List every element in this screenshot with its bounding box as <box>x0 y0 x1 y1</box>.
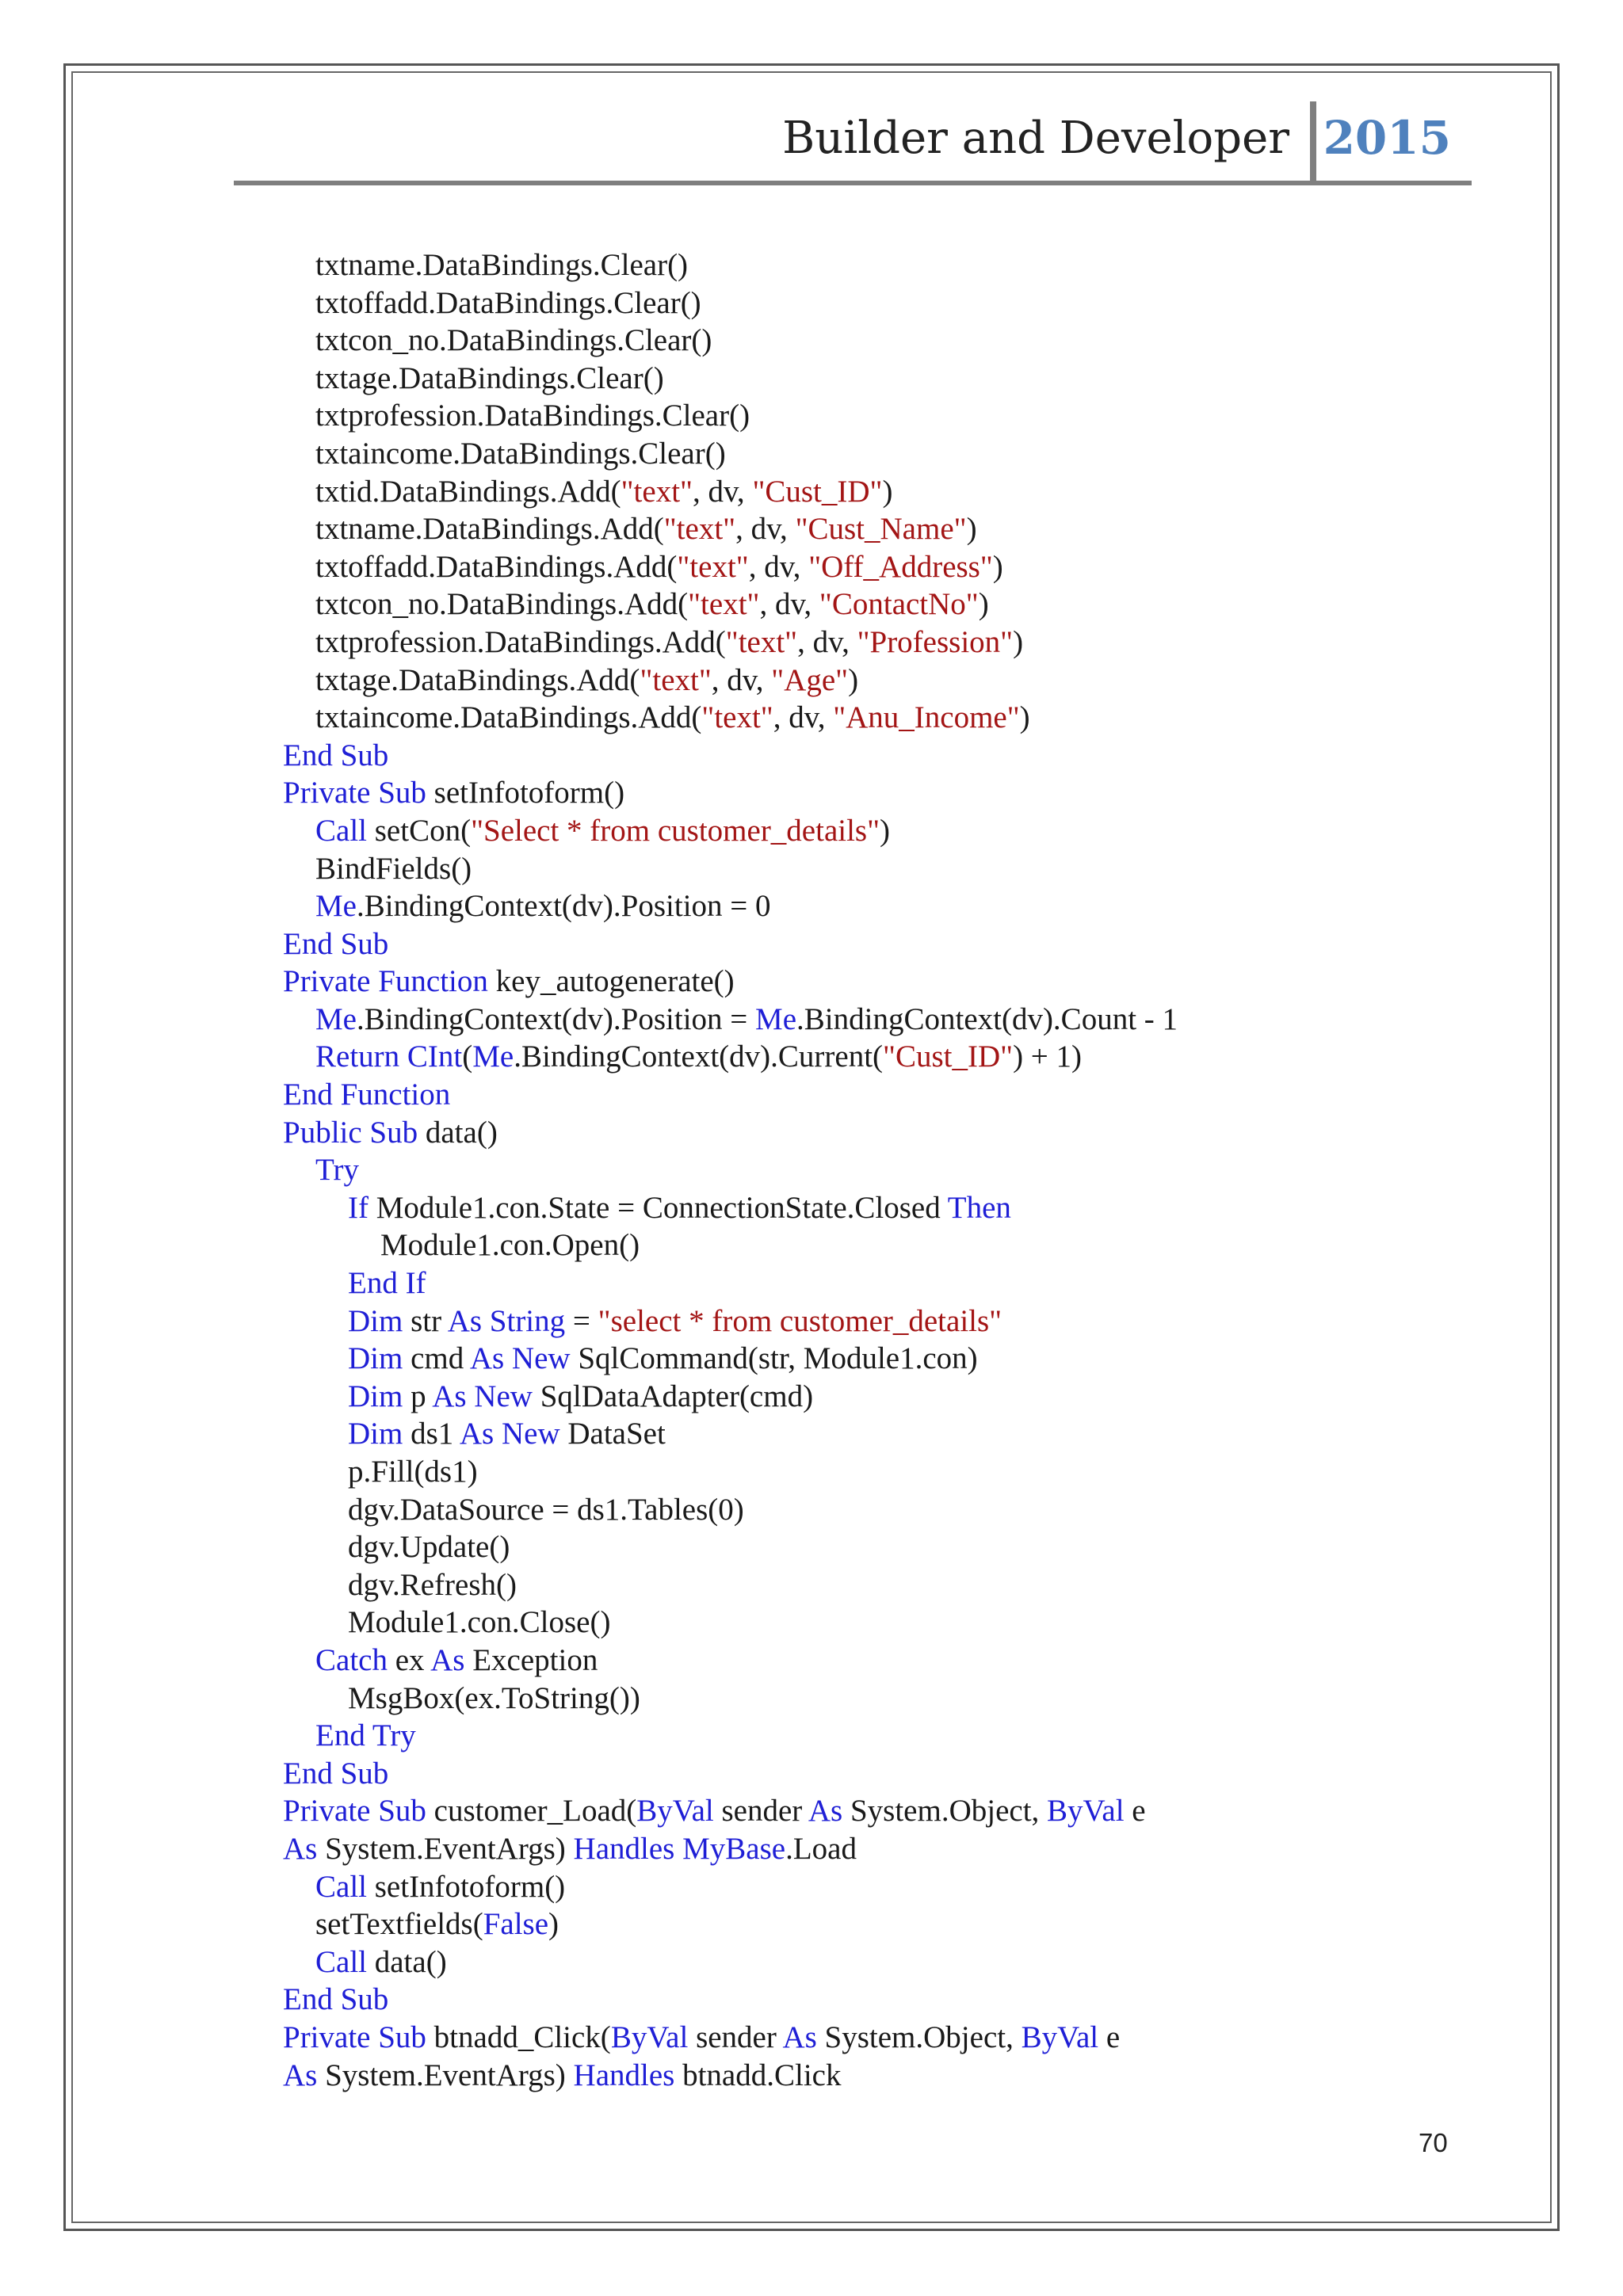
code-text: dgv.Update() <box>348 1530 510 1565</box>
code-text: SqlDataAdapter(cmd) <box>532 1379 814 1413</box>
code-line <box>283 585 1487 624</box>
code-text: .BindingContext(dv).Position = 0 <box>357 889 771 924</box>
code-text <box>674 1832 682 1866</box>
code-keyword: CInt <box>407 1039 463 1074</box>
code-line <box>283 2057 1487 2095</box>
code-text: txtprofession.DataBindings.Clear() <box>315 399 750 433</box>
code-text: dgv.Refresh() <box>348 1567 517 1602</box>
code-line <box>283 510 1487 548</box>
code-line <box>283 1189 1487 1227</box>
code-text: System.EventArgs) <box>317 1831 574 1866</box>
code-keyword: As <box>808 1794 843 1829</box>
code-keyword: ByVal <box>610 2019 689 2054</box>
code-line <box>283 624 1487 662</box>
code-text: , dv, <box>773 700 834 735</box>
code-text: ds1 <box>403 1417 460 1451</box>
code-text: Module1.con.State = ConnectionState.Closed <box>368 1190 948 1225</box>
code-text: txtoffadd.DataBindings.Add( <box>315 549 678 584</box>
code-text: , dv, <box>711 662 772 697</box>
code-string: "select * from customer_details" <box>598 1303 1002 1338</box>
code-text: System.EventArgs) <box>317 2058 574 2092</box>
code-line <box>283 1340 1487 1378</box>
code-line <box>283 435 1487 473</box>
code-line <box>283 322 1487 360</box>
code-keyword: False <box>483 1907 549 1942</box>
header-rule <box>234 181 1472 185</box>
code-text: , dv, <box>748 549 809 584</box>
code-string: "Cust_ID" <box>883 1039 1014 1074</box>
code-string: "Anu_Income" <box>833 700 1020 735</box>
code-text: data() <box>418 1115 498 1150</box>
code-text: Module1.con.Open() <box>380 1228 640 1263</box>
code-text: cmd <box>403 1341 470 1376</box>
code-text: txtcon_no.DataBindings.Clear() <box>315 323 712 358</box>
code-line <box>283 1943 1487 1981</box>
code-text: p.Fill(ds1) <box>348 1455 478 1489</box>
code-keyword: As <box>283 1831 318 1866</box>
header-title: Builder and Developer <box>782 113 1289 164</box>
code-line <box>283 1151 1487 1189</box>
code-line <box>283 360 1487 398</box>
code-line <box>283 1302 1487 1341</box>
code-text: setInfotoform() <box>426 776 625 810</box>
code-keyword: End Try <box>315 1718 416 1753</box>
code-line <box>283 284 1487 322</box>
code-text: BindFields() <box>315 851 472 886</box>
code-text: ) <box>978 587 989 622</box>
code-text: customer_Load( <box>426 1794 637 1829</box>
code-text: btnadd.Click <box>674 2058 842 2092</box>
code-line <box>283 1905 1487 1943</box>
code-string: "text" <box>725 624 798 659</box>
code-text: Module1.con.Close() <box>348 1605 611 1640</box>
code-keyword: Then <box>947 1190 1011 1225</box>
code-text: ) <box>880 813 891 848</box>
code-string: "Off_Address" <box>808 549 993 584</box>
code-text: txtage.DataBindings.Clear() <box>315 360 664 395</box>
code-text: .BindingContext(dv).Count - 1 <box>796 1001 1178 1036</box>
code-text: data() <box>367 1944 447 1979</box>
header-year: 2015 <box>1323 111 1451 165</box>
code-text: , dv, <box>759 587 819 622</box>
code-string: "Cust_Name" <box>795 512 967 547</box>
code-keyword: Call <box>315 1869 367 1904</box>
code-keyword: Handles <box>573 1831 675 1866</box>
code-text: e <box>1124 1794 1146 1829</box>
code-line <box>283 1830 1487 1868</box>
code-text: key_autogenerate() <box>487 964 735 999</box>
code-keyword: Me <box>755 1001 797 1036</box>
code-text: sender <box>688 2019 783 2054</box>
code-line <box>283 1415 1487 1453</box>
code-line <box>283 1491 1487 1529</box>
code-text: = <box>565 1303 598 1338</box>
code-keyword: Try <box>315 1153 359 1188</box>
code-text: .BindingContext(dv).Position = <box>357 1001 756 1036</box>
code-line <box>283 1717 1487 1755</box>
code-keyword: Dim <box>348 1417 403 1451</box>
code-string: "text" <box>663 512 736 547</box>
code-text: str <box>403 1303 448 1338</box>
code-text: System.Object, <box>816 2019 1022 2054</box>
code-keyword: Return <box>315 1039 400 1074</box>
code-line <box>283 1604 1487 1642</box>
code-keyword: Me <box>315 889 357 924</box>
code-line <box>283 1076 1487 1114</box>
code-string: "Cust_ID" <box>752 474 883 509</box>
code-text: ( <box>462 1039 473 1074</box>
code-text: ) <box>966 512 977 547</box>
code-keyword: Dim <box>348 1303 403 1338</box>
code-text: ) <box>848 662 859 697</box>
code-keyword: Dim <box>348 1379 403 1413</box>
code-line <box>283 963 1487 1001</box>
code-line <box>283 774 1487 812</box>
page-header <box>234 101 1472 185</box>
code-line <box>283 1453 1487 1491</box>
code-keyword: Catch <box>315 1642 388 1677</box>
code-string: "ContactNo" <box>819 587 979 622</box>
code-string: "Profession" <box>857 624 1014 659</box>
code-string: "text" <box>640 662 712 697</box>
code-text: e <box>1098 2019 1121 2054</box>
code-keyword: If <box>348 1190 369 1225</box>
code-text: dgv.DataSource = ds1.Tables(0) <box>348 1492 744 1527</box>
code-string: "text" <box>677 549 749 584</box>
code-string: "text" <box>621 474 693 509</box>
code-line <box>283 1226 1487 1264</box>
code-line <box>283 1528 1487 1566</box>
code-keyword: Handles <box>573 2058 675 2092</box>
code-keyword: As <box>782 2019 817 2054</box>
code-listing <box>283 246 1487 2094</box>
code-keyword: ByVal <box>636 1794 714 1829</box>
code-text: p <box>403 1379 433 1413</box>
code-keyword: End Sub <box>283 1756 389 1791</box>
code-line <box>283 699 1487 737</box>
code-keyword: Dim <box>348 1341 403 1376</box>
code-keyword: Call <box>315 1944 367 1979</box>
code-text: txtcon_no.DataBindings.Add( <box>315 587 689 622</box>
code-text: txtprofession.DataBindings.Add( <box>315 624 726 659</box>
code-line <box>283 662 1487 700</box>
code-text: setTextfields( <box>315 1907 483 1942</box>
code-keyword: As New <box>469 1341 571 1376</box>
code-string: "text" <box>701 700 773 735</box>
code-line <box>283 473 1487 511</box>
code-keyword: End Sub <box>283 738 389 772</box>
code-line <box>283 1755 1487 1793</box>
code-text: btnadd_Click( <box>426 2019 611 2054</box>
code-keyword: ByVal <box>1047 1794 1125 1829</box>
code-text: ) <box>548 1907 559 1942</box>
code-text: ) <box>992 549 1003 584</box>
code-keyword: Call <box>315 813 367 848</box>
code-keyword: Private Sub <box>283 776 426 810</box>
code-text: SqlCommand(str, Module1.con) <box>570 1341 978 1376</box>
code-keyword: ByVal <box>1021 2019 1099 2054</box>
code-line <box>283 548 1487 586</box>
code-text: txtaincome.DataBindings.Clear() <box>315 436 726 471</box>
code-keyword: End If <box>348 1266 426 1301</box>
code-keyword: Private Function <box>283 964 488 999</box>
code-line <box>283 887 1487 925</box>
code-keyword: As New <box>432 1379 533 1413</box>
code-line <box>283 850 1487 888</box>
code-line <box>283 1001 1487 1039</box>
code-text: ex <box>387 1642 431 1677</box>
code-keyword: Public Sub <box>283 1115 418 1150</box>
code-line <box>283 1566 1487 1604</box>
code-string: "Age" <box>771 662 849 697</box>
code-keyword: Private Sub <box>283 1794 426 1829</box>
code-text: , dv, <box>692 474 753 509</box>
code-text <box>399 1039 407 1074</box>
code-text: setCon( <box>367 813 472 848</box>
code-keyword: End Function <box>283 1077 451 1112</box>
code-text: setInfotoform() <box>367 1869 566 1904</box>
code-text: txtage.DataBindings.Add( <box>315 662 640 697</box>
code-line <box>283 1981 1487 2019</box>
code-line <box>283 1868 1487 1906</box>
code-text: txtaincome.DataBindings.Add( <box>315 700 702 735</box>
code-line <box>283 1642 1487 1680</box>
code-text: .BindingContext(dv).Current( <box>514 1039 884 1074</box>
code-line <box>283 925 1487 963</box>
code-keyword: As <box>430 1642 465 1677</box>
code-string: "Select * from customer_details" <box>471 813 880 848</box>
page-number: 70 <box>1419 2128 1448 2157</box>
code-text: ) + 1) <box>1013 1039 1083 1074</box>
code-line <box>283 1114 1487 1152</box>
code-line <box>283 1038 1487 1076</box>
code-text: MsgBox(ex.ToString()) <box>348 1680 640 1715</box>
code-text: System.Object, <box>842 1794 1048 1829</box>
code-line <box>283 246 1487 284</box>
code-text: .Load <box>785 1831 857 1866</box>
code-line <box>283 1264 1487 1302</box>
code-keyword: End Sub <box>283 1982 389 2017</box>
code-line <box>283 2019 1487 2057</box>
code-line <box>283 812 1487 850</box>
code-line <box>283 1378 1487 1416</box>
header-separator <box>1310 101 1316 184</box>
code-text: , dv, <box>735 512 796 547</box>
code-line <box>283 737 1487 775</box>
code-string: "text" <box>688 587 760 622</box>
code-text: ) <box>882 474 893 509</box>
code-text: ) <box>1013 624 1024 659</box>
code-text: txtoffadd.DataBindings.Clear() <box>315 285 701 320</box>
code-line <box>283 397 1487 435</box>
code-line <box>283 1792 1487 1830</box>
code-text: ) <box>1019 700 1030 735</box>
code-keyword: End Sub <box>283 926 389 961</box>
code-keyword: Me <box>315 1001 357 1036</box>
code-text: Exception <box>464 1642 598 1677</box>
code-text: txtid.DataBindings.Add( <box>315 474 621 509</box>
code-text: txtname.DataBindings.Add( <box>315 512 664 547</box>
code-keyword: Me <box>472 1039 514 1074</box>
code-text: DataSet <box>559 1417 666 1451</box>
code-keyword: Private Sub <box>283 2019 426 2054</box>
code-text: sender <box>713 1794 808 1829</box>
code-keyword: As String <box>447 1303 566 1338</box>
code-line <box>283 1680 1487 1718</box>
code-keyword: As <box>283 2058 318 2092</box>
code-text: , dv, <box>797 624 857 659</box>
code-text: txtname.DataBindings.Clear() <box>315 248 689 282</box>
code-keyword: As New <box>459 1417 560 1451</box>
code-keyword: MyBase <box>682 1831 786 1866</box>
